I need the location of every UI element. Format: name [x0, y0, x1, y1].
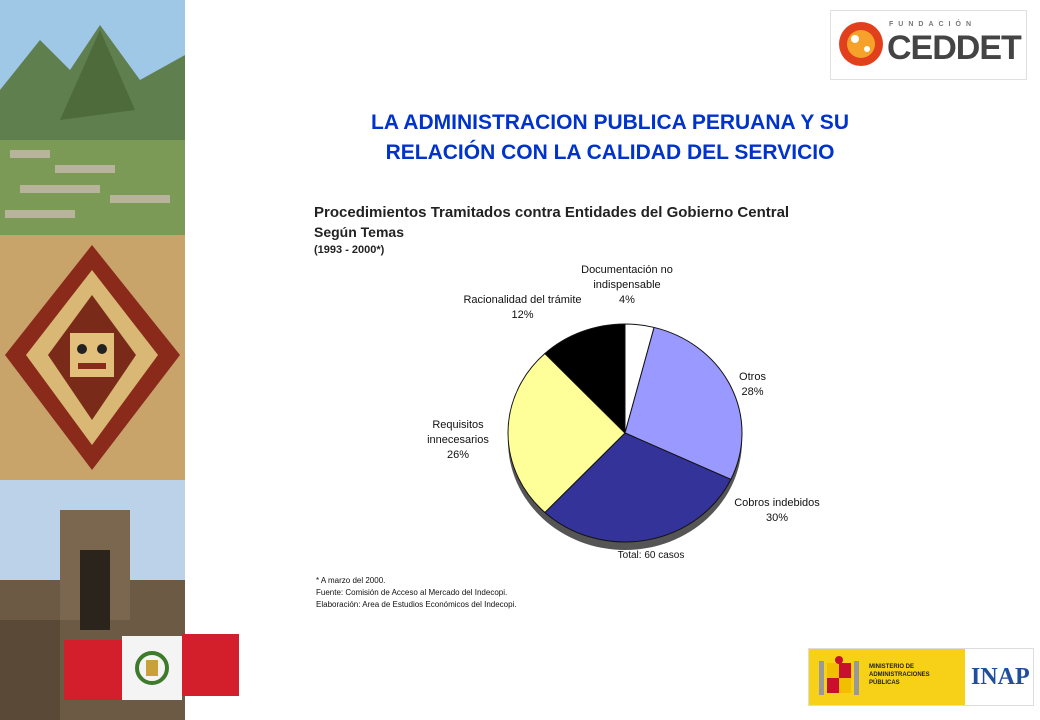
slice-pct-otros: 28% [741, 386, 764, 398]
peru-flag [64, 634, 239, 704]
slice-pct-documentacion: 4% [619, 294, 635, 306]
ceddet-fundacion-text: FUNDACIÓN [889, 21, 976, 28]
ceddet-logo [830, 10, 1027, 80]
ministerio-inap-logo [808, 648, 1034, 706]
slice-name-racionalidad: Racionalidad del trámite [463, 294, 582, 306]
mural-photo [0, 235, 185, 480]
ceddet-name-text: CEDDET [887, 29, 1021, 67]
slice-pct-cobros: 30% [765, 512, 789, 524]
slide-title-line-1: LA ADMINISTRACION PUBLICA PERUANA Y SU [371, 111, 849, 134]
slice-label-requisitos [408, 418, 508, 463]
slice-name-documentacion: Documentación no indispensable [581, 264, 673, 291]
slide-title-line-2: RELACIÓN CON LA CALIDAD DEL SERVICIO [385, 141, 835, 164]
slice-pct-requisitos: 26% [446, 449, 470, 461]
slice-label-otros [730, 370, 775, 400]
machu-picchu-photo [0, 0, 185, 235]
footnote-elaboracion: Elaboración: Area de Estudios Económicos del Indecopi. [316, 600, 517, 609]
slice-name-requisitos: Requisitos innecesarios [427, 419, 489, 446]
chart-period: (1993 - 2000*) [314, 244, 385, 256]
inap-text: INAP [971, 664, 1030, 690]
spain-coat-of-arms-icon [817, 655, 861, 699]
slide-title [280, 108, 940, 168]
slice-name-cobros: Cobros indebidos [734, 497, 820, 509]
slice-label-cobros [712, 496, 842, 526]
chart-subtitle: Según Temas [314, 224, 404, 240]
ministerio-block [809, 649, 965, 705]
footnote-fuente: Fuente: Comisión de Acceso al Mercado del Indecopi. [316, 588, 508, 597]
pie-chart-panel [300, 190, 900, 620]
chart-title: Procedimientos Tramitados contra Entidades del Gobierno Central [314, 204, 790, 221]
slice-label-racionalidad [460, 293, 585, 323]
chart-total-label: Total: 60 casos [617, 550, 685, 561]
slice-pct-racionalidad: 12% [511, 309, 534, 321]
ministerio-text: MINISTERIO DE ADMINISTRACIONES PÚBLICAS [869, 664, 930, 686]
slice-name-otros: Otros [739, 371, 766, 383]
footnote-asterisk: * A marzo del 2000. [316, 576, 386, 585]
photo-sidebar [0, 0, 185, 720]
